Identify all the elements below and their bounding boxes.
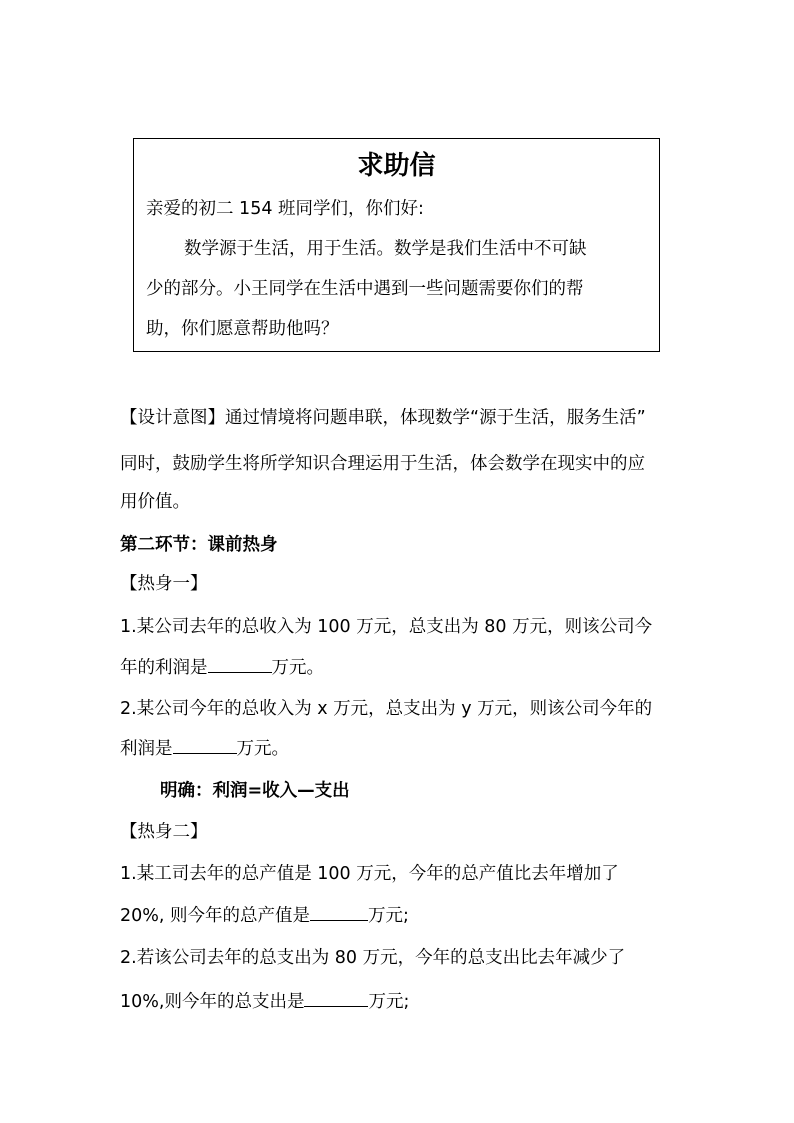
warmup-1-label: 【热身一】: [120, 574, 208, 594]
answer-blank[interactable]: [173, 737, 237, 754]
answer-blank[interactable]: [310, 904, 368, 921]
letter-body-line-3: 助，你们愿意帮助他吗？: [146, 319, 339, 339]
warmup-1-question-1-line-1: 1.某公司去年的总收入为 100 万元，总支出为 80 万元，则该公司今: [120, 617, 653, 637]
letter-greeting: 亲爱的初二 154 班同学们，你们好:: [146, 199, 424, 219]
warmup-2-question-2-line-2: [120, 990, 409, 1014]
design-intent-line-1: 【设计意图】通过情境将问题串联，体现数学“源于生活，服务生活”: [120, 408, 646, 428]
question-text: 10%,则今年的总支出是: [120, 992, 305, 1012]
letter-body-line-1: 数学源于生活，用于生活。数学是我们生活中不可缺: [184, 239, 587, 259]
question-text: 年的利润是: [120, 658, 208, 678]
question-text: 20%, 则今年的总产值是: [120, 906, 311, 926]
answer-blank[interactable]: [208, 656, 272, 673]
warmup-1-question-1-line-2: [120, 656, 324, 680]
clarify-formula: 明确：利润=收入—支出: [160, 781, 350, 801]
letter-body-line-2: 少的部分。小王同学在生活中遇到一些问题需要你们的帮: [146, 279, 584, 299]
unit-text: 万元。: [271, 658, 324, 678]
question-text: 利润是: [120, 739, 173, 759]
unit-text: 万元;: [368, 992, 410, 1012]
design-intent-line-2: 同时，鼓励学生将所学知识合理运用于生活，体会数学在现实中的应: [120, 454, 645, 474]
warmup-2-question-1-line-1: 1.某工司去年的总产值是 100 万元，今年的总产值比去年增加了: [120, 864, 619, 884]
warmup-1-question-2-line-2: [120, 737, 289, 761]
letter-title: 求助信: [357, 151, 436, 181]
warmup-1-question-2-line-1: 2.某公司今年的总收入为 x 万元，总支出为 y 万元，则该公司今年的: [120, 699, 653, 719]
unit-text: 万元。: [236, 739, 289, 759]
warmup-2-question-2-line-1: 2.若该公司去年的总支出为 80 万元，今年的总支出比去年减少了: [120, 948, 626, 968]
warmup-2-label: 【热身二】: [120, 822, 208, 842]
section-heading: 第二环节：课前热身: [120, 535, 278, 555]
unit-text: 万元;: [368, 906, 409, 926]
warmup-2-question-1-line-2: [120, 904, 409, 928]
answer-blank[interactable]: [304, 990, 368, 1007]
design-intent-line-3: 用价值。: [120, 492, 190, 512]
help-letter-box: [133, 138, 660, 352]
